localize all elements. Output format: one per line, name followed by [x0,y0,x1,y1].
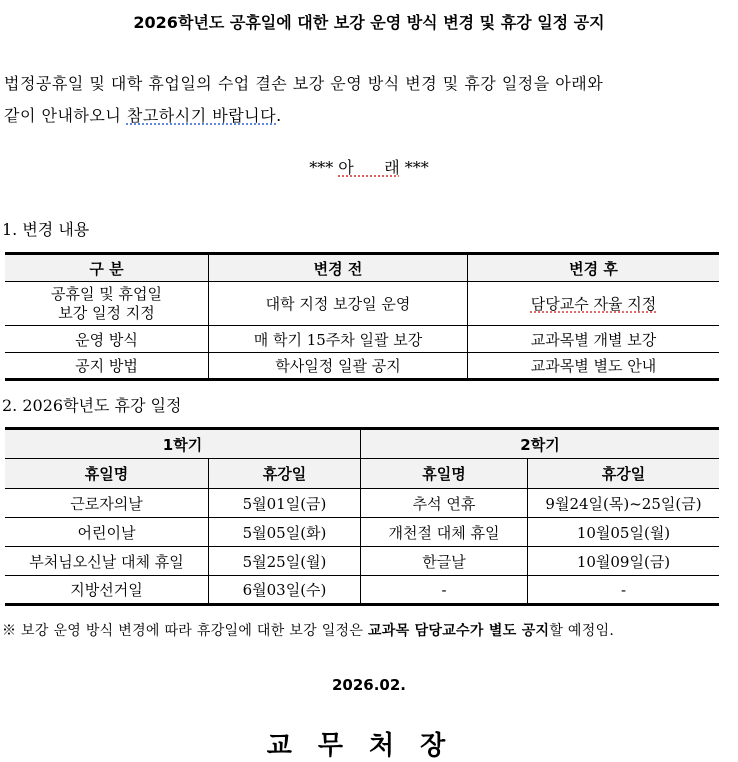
holiday-schedule-table [5,427,719,606]
header-before: 변경 전 [209,254,468,282]
signer: 교무처장 [266,731,472,761]
cell: - [528,576,720,605]
cell: - [361,576,528,605]
cell: 10월09일(금) [528,547,720,576]
footnote-text: ※ 보강 운영 방식 변경에 따라 휴강일에 대한 보강 일정은 [2,623,368,639]
section-2-heading: 2. 2026학년도 휴강 일정 [2,396,182,415]
subheader-closure-date-2: 휴강일 [528,459,720,489]
after-text: 담당교수 자율 지정 [530,295,657,313]
intro-text: 같이 안내하오니 [4,106,127,125]
footnote [2,620,738,640]
row-after: 교과목별 개별 보강 [468,326,720,353]
footnote-bold: 교과목 담당교수가 별도 공지 [367,623,550,639]
category-line: 공휴일 및 휴업일 [51,284,162,303]
row-after [468,282,720,326]
row-category: 공지 방법 [5,353,209,380]
table-row [5,576,719,605]
table-row [5,282,719,326]
table-row [5,518,719,547]
intro-text-underlined: 참고하시기 바랍니다 [126,106,277,125]
notice-word: 아 래 [338,158,400,177]
intro-line-1: 법정공휴일 및 대학 휴업일의 수업 결손 보강 운영 방식 변경 및 휴강 일정을 아래와 [4,74,604,93]
cell: 10월05일(월) [528,518,720,547]
cell: 추석 연휴 [361,489,528,518]
changes-table [5,252,719,381]
table-row [5,547,719,576]
table-row [5,353,719,380]
cell: 한글날 [361,547,528,576]
cell: 근로자의날 [5,489,209,518]
row-before: 학사일정 일괄 공지 [209,353,468,380]
subheader-holiday-name-1: 휴일명 [5,459,209,489]
semester-2-header: 2학기 [361,429,720,459]
notice-marker [0,155,738,178]
subheader-closure-date-1: 휴강일 [209,459,361,489]
asterisks-right: *** [399,158,429,177]
category-line: 보강 일정 지정 [58,303,155,322]
footnote-suffix: 할 예정임. [549,623,615,639]
cell: 부처님오신날 대체 휴일 [5,547,209,576]
document-title: 2026학년도 공휴일에 대한 보강 운영 방식 변경 및 휴강 일정 공지 [133,13,605,32]
row-before: 대학 지정 보강일 운영 [209,282,468,326]
table-row [5,489,719,518]
cell: 지방선거일 [5,576,209,605]
intro-line-2 [4,100,734,132]
row-category: 운영 방식 [5,326,209,353]
asterisks-left: *** [309,158,339,177]
intro-period: . [276,106,282,125]
cell: 어린이날 [5,518,209,547]
header-after: 변경 후 [468,254,720,282]
section-1-heading: 1. 변경 내용 [2,220,90,239]
row-category [5,282,209,326]
header-category: 구 분 [5,254,209,282]
cell: 6월03일(수) [209,576,361,605]
cell: 5월25일(월) [209,547,361,576]
row-after: 교과목별 별도 안내 [468,353,720,380]
cell: 개천절 대체 휴일 [361,518,528,547]
semester-1-header: 1학기 [5,429,361,459]
cell: 5월05일(화) [209,518,361,547]
cell: 5월01일(금) [209,489,361,518]
subheader-holiday-name-2: 휴일명 [361,459,528,489]
cell: 9월24일(목)~25일(금) [528,489,720,518]
table-row [5,326,719,353]
intro-paragraph [4,68,734,132]
issue-date: 2026.02. [331,676,407,694]
row-before: 매 학기 15주차 일괄 보강 [209,326,468,353]
